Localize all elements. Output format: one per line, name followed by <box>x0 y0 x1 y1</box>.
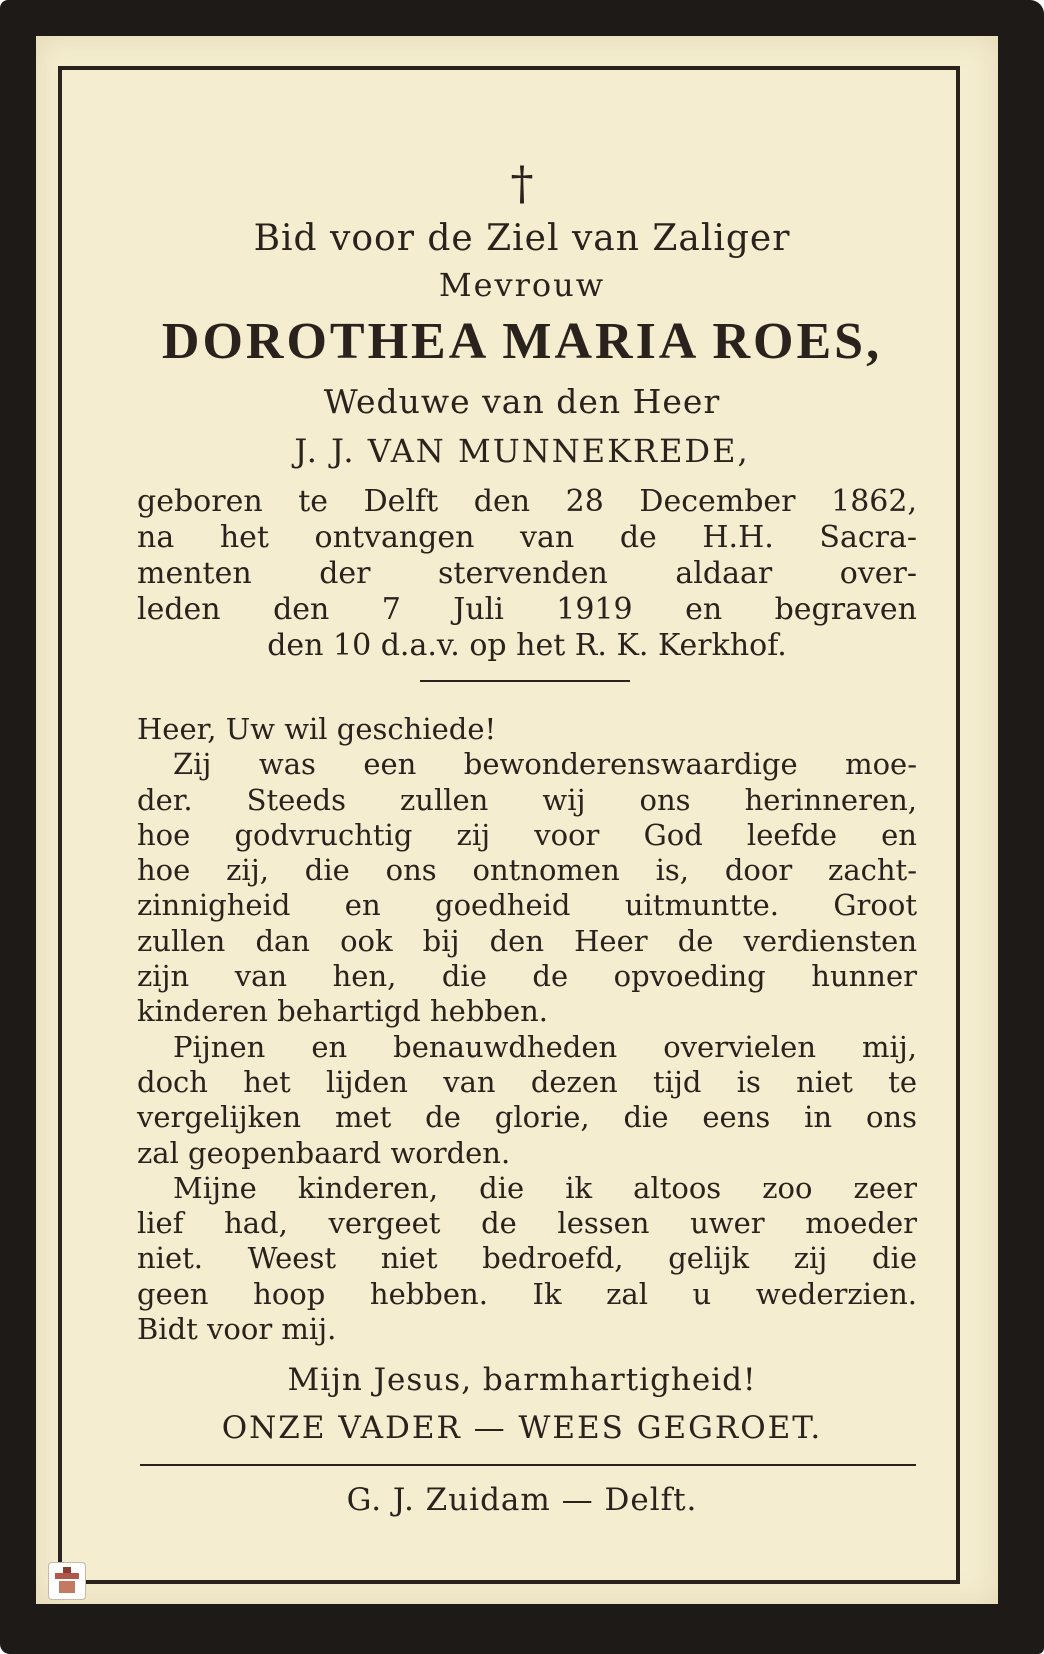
bio-line: geboren te Delft den 28 December 1862, <box>137 484 917 519</box>
body-line: Heer, Uw wil geschiede! <box>137 712 497 746</box>
body-line: zijn van hen, die de opvoeding hunner <box>137 959 917 994</box>
short-divider <box>420 680 630 682</box>
invocation-line: Bid voor de Ziel van Zaliger <box>253 218 791 259</box>
body-line: hoe godvruchtig zij voor God leefde en <box>137 817 917 852</box>
body-line: lief had, vergeet de lessen uwer moeder <box>137 1206 917 1241</box>
cross-icon: † <box>510 156 534 210</box>
archive-logo-icon <box>48 1562 86 1600</box>
body-line: Zij was een bewonderenswaardige moe- <box>173 747 917 782</box>
body-line: der. Steeds zullen wij ons herinneren, <box>137 782 917 817</box>
widow-line: Weduwe van den Heer <box>323 382 721 421</box>
prayers-line: ONZE VADER — WEES GEGROET. <box>221 1410 823 1446</box>
bio-line: den 10 d.a.v. op het R. K. Kerkhof. <box>267 628 787 663</box>
long-divider <box>140 1464 916 1466</box>
body-line: Mijne kinderen, die ik altoos zoo zeer <box>173 1170 917 1205</box>
biography-paragraph <box>137 484 917 664</box>
husband-name: J. J. VAN MUNNEKREDE, <box>294 432 750 470</box>
ejaculation-line: Mijn Jesus, barmhartigheid! <box>287 1362 757 1398</box>
bio-line: menten der stervenden aldaar over- <box>137 556 917 591</box>
bio-line: na het ontvangen van de H.H. Sacra- <box>137 520 917 555</box>
title-line: Mevrouw <box>438 266 606 304</box>
body-line: hoe zij, die ons ontnomen is, door zacht- <box>137 853 917 888</box>
body-line: zal geopenbaard worden. <box>137 1135 511 1170</box>
body-line: vergelijken met de glorie, die eens in ons <box>137 1100 917 1135</box>
body-text <box>137 712 917 1347</box>
deceased-name: DOROTHEA MARIA ROES, <box>161 313 883 370</box>
body-line: geen hoop hebben. Ik zal u wederzien. <box>137 1276 917 1311</box>
body-line: zullen dan ook bij den Heer de verdiensten <box>137 923 917 958</box>
body-line: zinnigheid en goedheid uitmuntte. Groot <box>137 888 917 923</box>
body-line: doch het lijden van dezen tijd is niet te <box>137 1064 917 1099</box>
body-line: kinderen behartigd hebben. <box>137 994 549 1029</box>
body-line: Pijnen en benauwdheden overvielen mij, <box>173 1029 917 1064</box>
bio-line: leden den 7 Juli 1919 en begraven <box>137 592 917 627</box>
printer-imprint: G. J. Zuidam — Delft. <box>346 1482 698 1518</box>
body-line: Bidt voor mij. <box>137 1312 337 1347</box>
body-line: niet. Weest niet bedroefd, gelijk zij die <box>137 1241 917 1276</box>
